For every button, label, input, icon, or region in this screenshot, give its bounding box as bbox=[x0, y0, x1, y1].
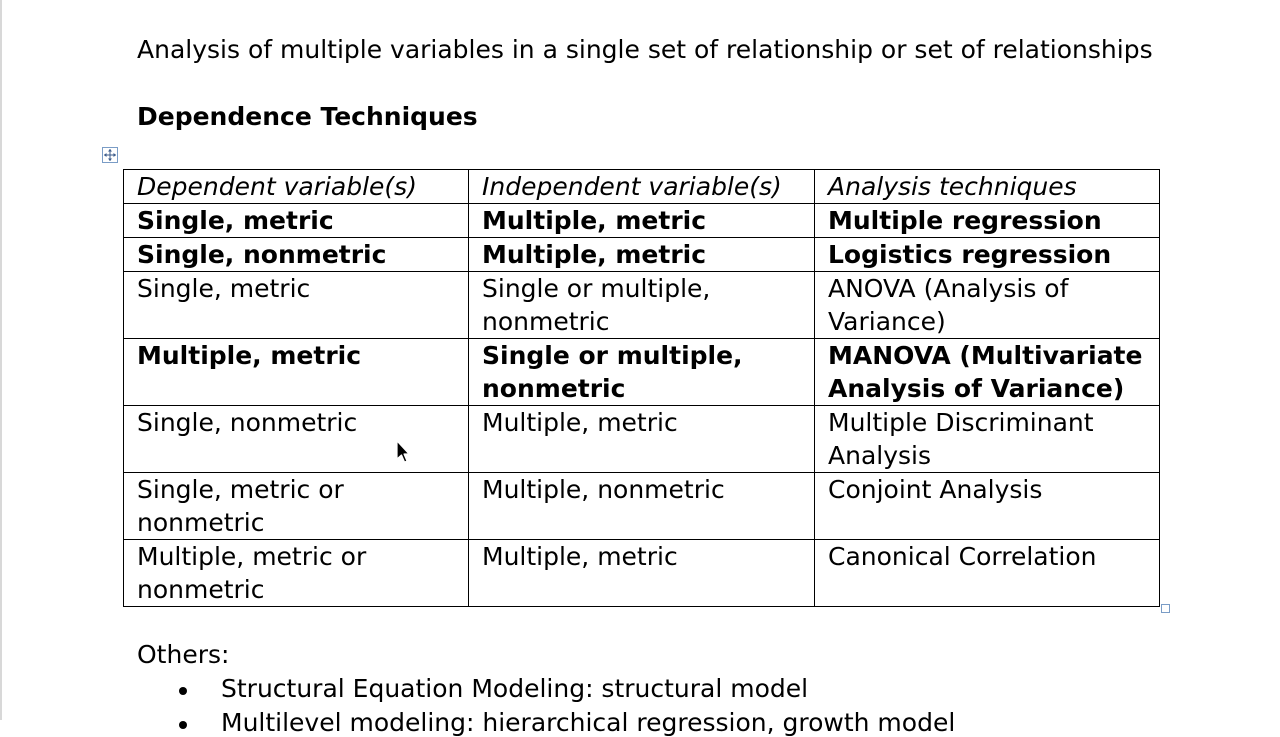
table-row bbox=[124, 272, 1160, 339]
cell-technique[interactable]: ANOVA (Analysis of Variance) bbox=[815, 272, 1160, 339]
cell-independent[interactable]: Single or multiple, nonmetric bbox=[469, 339, 815, 406]
cell-dependent[interactable]: Single, metric bbox=[124, 272, 469, 339]
cell-independent[interactable]: Multiple, metric bbox=[469, 406, 815, 473]
cell-dependent[interactable]: Single, nonmetric bbox=[124, 238, 469, 272]
others-label: Others: bbox=[137, 640, 230, 669]
table-resize-handle-icon[interactable] bbox=[1161, 604, 1170, 613]
cell-dependent[interactable]: Single, metric or nonmetric bbox=[124, 473, 469, 540]
cell-independent[interactable]: Multiple, nonmetric bbox=[469, 473, 815, 540]
table-row bbox=[124, 540, 1160, 607]
header-independent[interactable]: Independent variable(s) bbox=[469, 170, 815, 204]
cell-technique[interactable]: Multiple Discriminant Analysis bbox=[815, 406, 1160, 473]
table-move-icon[interactable] bbox=[102, 147, 118, 163]
cell-technique[interactable]: Canonical Correlation bbox=[815, 540, 1160, 607]
cell-technique[interactable]: Conjoint Analysis bbox=[815, 473, 1160, 540]
table-row bbox=[124, 473, 1160, 540]
cell-independent[interactable]: Multiple, metric bbox=[469, 238, 815, 272]
bullet-icon bbox=[179, 721, 187, 729]
cell-independent[interactable]: Multiple, metric bbox=[469, 204, 815, 238]
table-row bbox=[124, 339, 1160, 406]
cell-dependent[interactable]: Multiple, metric bbox=[124, 339, 469, 406]
cell-independent[interactable]: Single or multiple, nonmetric bbox=[469, 272, 815, 339]
table-header-row bbox=[124, 170, 1160, 204]
cell-technique[interactable]: MANOVA (Multivariate Analysis of Variance) bbox=[815, 339, 1160, 406]
cell-independent[interactable]: Multiple, metric bbox=[469, 540, 815, 607]
page-edge bbox=[0, 0, 2, 720]
section-heading: Dependence Techniques bbox=[137, 102, 478, 131]
list-item: Structural Equation Modeling: structural model bbox=[221, 674, 809, 703]
mouse-cursor-icon bbox=[396, 440, 410, 468]
list-item: Multilevel modeling: hierarchical regression, growth model bbox=[221, 708, 956, 737]
intro-paragraph: Analysis of multiple variables in a single set of relationship or set of relationships bbox=[137, 35, 1153, 64]
bullet-icon bbox=[179, 687, 187, 695]
table-row bbox=[124, 238, 1160, 272]
techniques-table[interactable] bbox=[123, 169, 1160, 607]
table-row bbox=[124, 406, 1160, 473]
header-technique[interactable]: Analysis techniques bbox=[815, 170, 1160, 204]
header-dependent[interactable]: Dependent variable(s) bbox=[124, 170, 469, 204]
cell-dependent[interactable]: Single, nonmetric bbox=[124, 406, 469, 473]
cell-dependent[interactable]: Single, metric bbox=[124, 204, 469, 238]
cell-technique[interactable]: Multiple regression bbox=[815, 204, 1160, 238]
cell-dependent[interactable]: Multiple, metric or nonmetric bbox=[124, 540, 469, 607]
table-row bbox=[124, 204, 1160, 238]
cell-technique[interactable]: Logistics regression bbox=[815, 238, 1160, 272]
